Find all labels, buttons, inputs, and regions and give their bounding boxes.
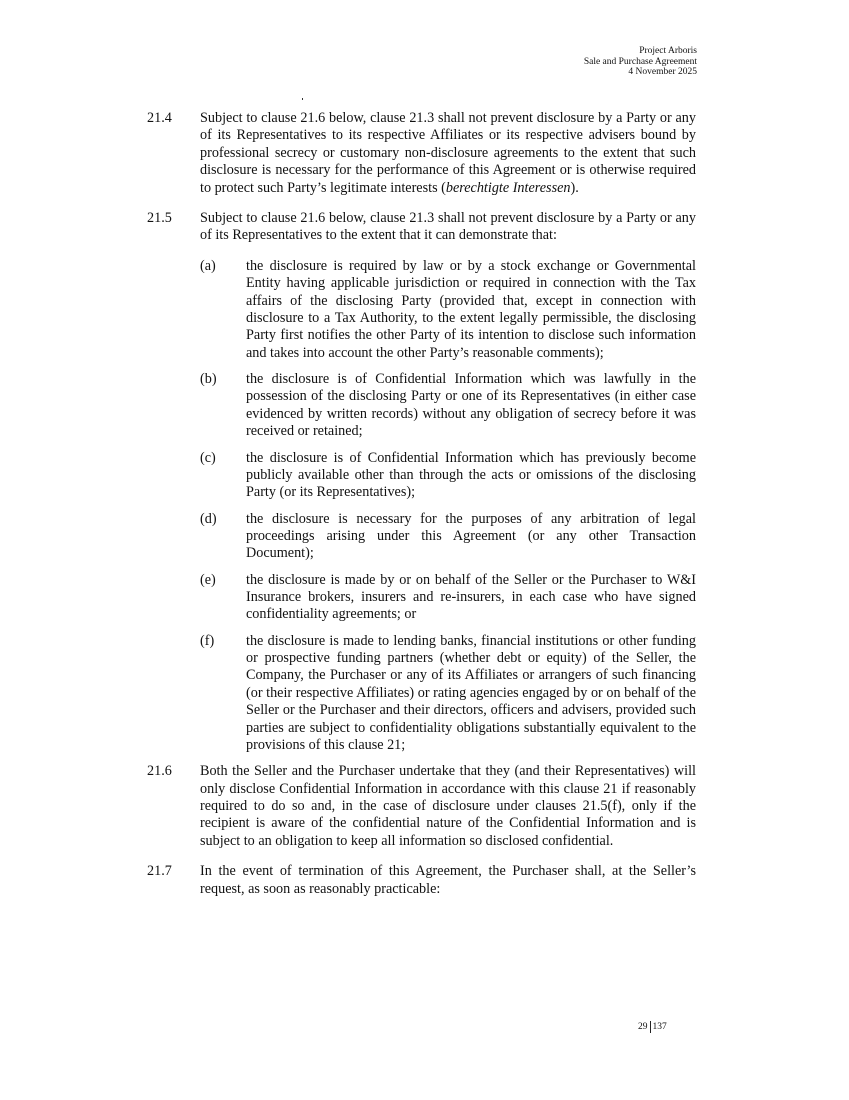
subclause-e	[200, 572, 696, 624]
current-page: 29	[638, 1022, 648, 1032]
clause-21-6	[147, 763, 696, 850]
subclause-letter: (a)	[200, 257, 216, 274]
subclause-text: the disclosure is necessary for the purposes of any arbitration of legal proceedings arising under this Agreement (or any other Transaction Document);	[246, 510, 696, 562]
subclause-c	[200, 450, 696, 502]
subclause-letter: (e)	[200, 571, 216, 588]
subclause-a	[200, 258, 696, 362]
clause-text	[200, 110, 696, 197]
total-pages: 137	[652, 1022, 667, 1032]
page-number	[638, 1021, 667, 1033]
page-separator	[650, 1021, 651, 1033]
subclause-letter: (f)	[200, 632, 215, 649]
clause-21-7	[147, 863, 696, 898]
subclause-f	[200, 633, 696, 755]
subclause-text: the disclosure is of Confidential Information which has previously become publicly available other than through the acts or omissions of the disclosing Party (or its Representatives);	[246, 449, 696, 501]
subclause-text: the disclosure is required by law or by a stock exchange or Governmental Entity having applicable jurisdiction or required in connection with the Tax affairs of the disclosing Party (provided that, except in connection with disclosure to a Tax Authority, to the extent legally permissible, the disclosing Party first notifies the other Party of its intention to disclose such information and takes into account the other Party’s reasonable comments);	[246, 257, 696, 361]
subclause-d	[200, 511, 696, 563]
subclause-letter: (b)	[200, 371, 217, 388]
clause-21-4	[147, 110, 696, 197]
subclause-text: the disclosure is made by or on behalf of the Seller or the Purchaser to W&I Insurance brokers, insurers and re-insurers, in each case who have signed confidentiality agreements; or	[246, 571, 696, 623]
subclause-text: the disclosure is of Confidential Information which was lawfully in the possession of the disclosing Party or one of its Representatives (in either case evidenced by written records) without any obligation of secrecy before it was received or retained;	[246, 371, 696, 440]
stray-mark	[302, 98, 303, 100]
header-date: 4 November 2025	[628, 67, 697, 78]
clause-number: 21.5	[147, 210, 172, 227]
header-project: Project Arboris	[639, 46, 697, 56]
clause-21-5	[147, 210, 696, 245]
clause-text-main: Subject to clause 21.6 below, clause 21.3 shall not prevent disclosure by a Party or any of its Representatives to its respective Affiliates or its respective advisers bound by professional secrecy or customary non-disclosure agreements to the extent that such disclosure is necessary for the performance of this Agreement or is otherwise required to protect such Party’s legitimate interests (	[200, 110, 696, 196]
clause-text: Subject to clause 21.6 below, clause 21.3 shall not prevent disclosure by a Party or any of its Representatives to the extent that it can demonstrate that:	[200, 210, 696, 244]
clause-number: 21.6	[147, 763, 172, 780]
page-header	[584, 46, 697, 78]
clause-text: In the event of termination of this Agreement, the Purchaser shall, at the Seller’s request, as soon as reasonably practicable:	[200, 863, 696, 897]
subclause-b	[200, 371, 696, 441]
clause-number: 21.4	[147, 110, 172, 126]
clause-number: 21.7	[147, 863, 172, 880]
header-document-title: Sale and Purchase Agreement	[583, 56, 697, 67]
clause-text-italic: berechtigte Interessen	[445, 179, 571, 196]
clause-text: Both the Seller and the Purchaser undertake that they (and their Representatives) will only disclose Confidential Information in accordance with this clause 21 if reasonably required to do so and, in the case of disclosure under clauses 21.5(f), only if the recipient is aware of the confidential nature of the Confidential Information and is subject to an obligation to keep all information so disclosed confidential.	[200, 763, 696, 849]
clause-text-end: ).	[570, 179, 579, 196]
subclause-letter: (c)	[200, 449, 216, 466]
subclause-text: the disclosure is made to lending banks, financial institutions or other funding or prospective funding partners (whether debt or equity) of the Seller, the Company, the Purchaser or any of its Affiliates or arrangers of such financing (or their respective Affiliates) or rating agencies engaged by or on behalf of the Seller or the Purchaser and their directors, officers and advisers, provided such parties are subject to confidentiality obligations substantially equivalent to the provisions of this clause 21;	[246, 632, 696, 753]
subclause-letter: (d)	[200, 510, 217, 527]
document-body	[147, 110, 696, 907]
